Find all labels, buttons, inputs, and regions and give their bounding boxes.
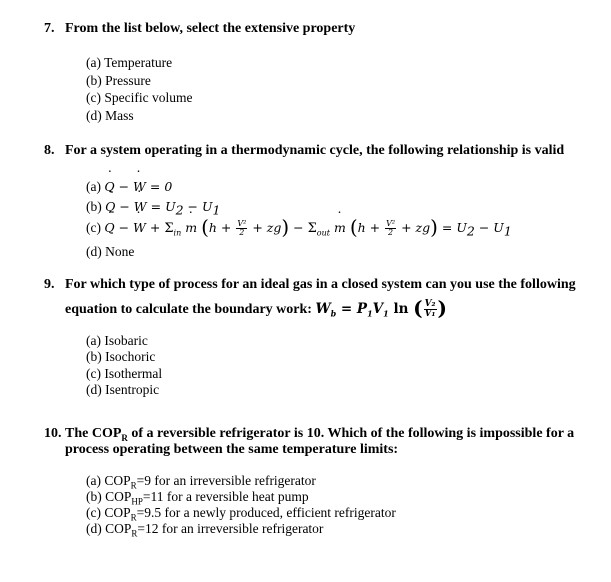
question-9-heading	[44, 274, 576, 296]
q10-option-c-text: =9.5 for a newly produced, efficient refrigerator	[136, 505, 396, 520]
q7-option-a: (a) Temperature	[86, 55, 173, 70]
q10-option-c-sub: R	[130, 512, 137, 523]
q8-eq-c-rhs: = U	[441, 220, 467, 235]
q8-option-c-label: (c)	[86, 220, 101, 235]
question-10-number: 10.	[44, 426, 62, 441]
q8-eq-a-rhs: = 0	[149, 179, 173, 194]
question-8-heading	[44, 140, 564, 162]
q9-option-b: (b) Isochoric	[86, 349, 156, 364]
q8-option-a-equation: ˙ Q − ˙ W = 0	[104, 179, 172, 194]
q8-eq-b-rhs: = U	[150, 199, 176, 214]
q10-option-b-sub: HP	[131, 496, 143, 507]
question-10-heading-line2	[65, 439, 398, 461]
question-7-heading	[44, 18, 355, 40]
q9-option-a: (a) Isobaric	[86, 333, 148, 348]
q8-option-d: (d) None	[86, 244, 135, 259]
q10-option-b-text: =11 for a reversible heat pump	[142, 489, 309, 504]
q7-option-c: (c) Specific volume	[86, 90, 193, 105]
q9-option-c: (c) Isothermal	[86, 366, 163, 381]
q8-option-a-label: (a)	[86, 179, 101, 194]
q10-option-a-label: (a) COP	[86, 473, 131, 488]
q10-option-b-label: (b) COP	[86, 489, 132, 504]
question-7-prompt: From the list below, select the extensive property	[65, 21, 356, 36]
question-9-prompt-line1: For which type of process for an ideal gas in a closed system can you use the following	[65, 277, 576, 292]
question-9-prompt-line2: equation to calculate the boundary work:	[65, 302, 312, 317]
question-10-prompt-rest: of a reversible refrigerator is 10. Which of the following is impossible for a	[127, 426, 575, 441]
boundary-work-equation: $W_b = P_1V_1$ ln ( $\frac{\text{V₂}}{\text{V₁}}$ )	[315, 296, 447, 320]
q8-option-b-equation: ˙ Q − ˙ $W = U_2 - U_1$	[105, 199, 220, 214]
q8-option-a	[86, 178, 172, 195]
question-10-prompt-start: The COP	[65, 426, 122, 441]
q10-option-d-sub: R	[131, 528, 138, 539]
question-7-number: 7.	[44, 21, 55, 36]
q10-option-c-label: (c) COP	[86, 505, 131, 520]
q7-option-b: (b) Pressure	[86, 73, 151, 88]
question-8-number: 8.	[44, 143, 55, 158]
q8-option-c	[86, 215, 512, 242]
question-9-heading-line2	[65, 297, 447, 325]
q8-option-b-label: (b)	[86, 199, 102, 214]
q10-option-a-sub: R	[130, 480, 137, 491]
q10-option-a-text: =9 for an irreversible refrigerator	[136, 473, 316, 488]
question-10-prompt-line2: process operating between the same temperature limits:	[65, 442, 399, 457]
q8-option-c-equation: ˙ Q − ˙ $W + \Sigma_{in}$ ˙ m (h + $\frac{\text{V²}}{2}$ + $zg) - \Sigma_{out}$ ˙ m (h + $\frac{\text{V²}}{2}$ + $zg) = U_2 - U_1$	[104, 220, 511, 235]
q10-option-d-label: (d) COP	[86, 521, 132, 536]
q9-option-d: (d) Isentropic	[86, 382, 160, 397]
question-10-prompt-sub: R	[121, 432, 128, 443]
q10-option-d	[86, 520, 323, 543]
question-9-number: 9.	[44, 277, 55, 292]
q10-option-d-text: =12 for an irreversible refrigerator	[137, 521, 324, 536]
question-8-prompt: For a system operating in a thermodynamic cycle, the following relationship is valid	[65, 143, 565, 158]
q7-option-d: (d) Mass	[86, 108, 134, 123]
